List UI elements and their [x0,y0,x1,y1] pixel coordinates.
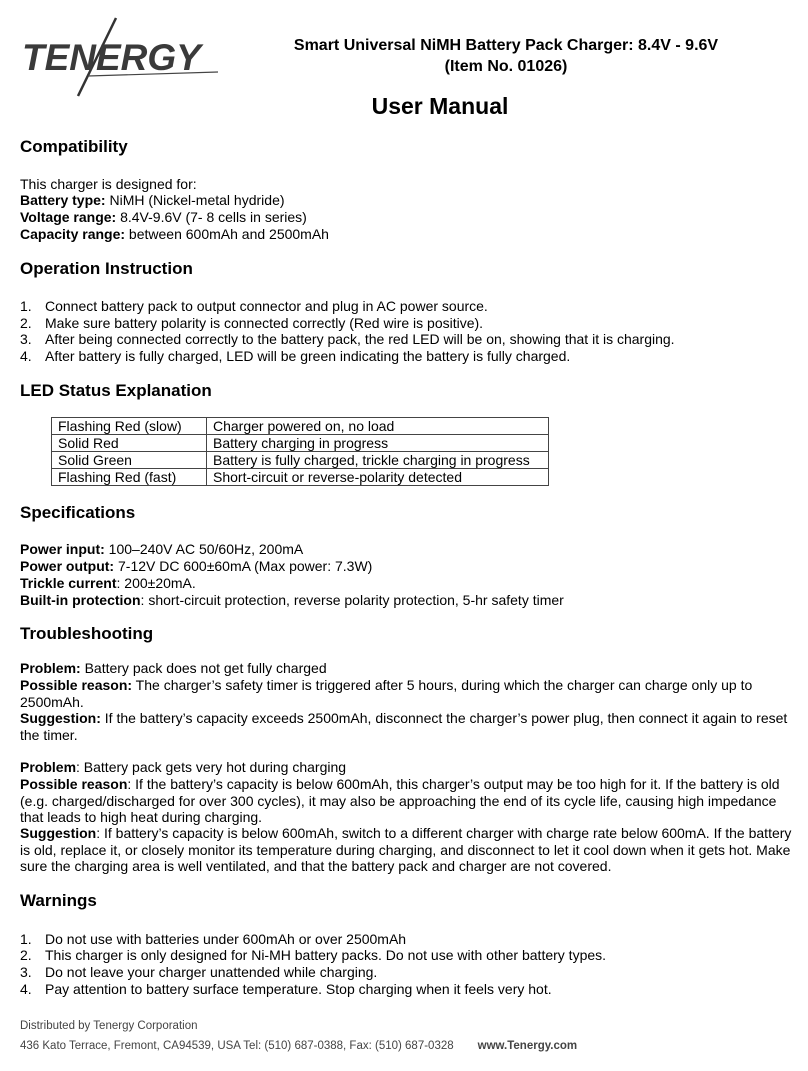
warning-item: 4. Pay attention to battery surface temperature. Stop charging when it feels very hot. [20,981,552,997]
led-meaning-cell: Battery is fully charged, trickle charging in progress [207,452,549,469]
suggestion-2: Suggestion: If battery’s capacity is below 600mAh, switch to a different charger with charge rate below 600mA. If the battery is old, replace it, or closely monitor its temperature during charging, and disconnect to let it cool down when it gets hot. Make sure the charging area is well ventilated, and that the battery pack and charger are not covered. [20,825,792,874]
power-input-line: Power input: 100–240V AC 50/60Hz, 200mA [20,541,304,557]
website-link[interactable]: www.Tenergy.com [477,1040,578,1052]
compatibility-intro: This charger is designed for: [20,176,197,192]
logo-text: TENERGY [22,37,201,78]
operation-step: 3. After being connected correctly to the battery pack, the red LED will be on, showing that it is charging. [20,331,675,347]
compatibility-heading: Compatibility [20,137,128,156]
voltage-range-line: Voltage range: 8.4V-9.6V (7- 8 cells in series) [20,209,307,225]
led-meaning-cell: Charger powered on, no load [207,418,549,435]
page-title: User Manual [371,93,509,119]
warnings-heading: Warnings [20,891,97,910]
problem-1: Problem: Battery pack does not get fully charged [20,660,327,676]
table-row [52,469,549,486]
table-row [52,435,549,452]
warning-item: 1. Do not use with batteries under 600mAh or over 2500mAh [20,931,407,947]
warning-item: 3. Do not leave your charger unattended while charging. [20,964,378,980]
operation-step: 1. Connect battery pack to output connector and plug in AC power source. [20,298,488,314]
header-title-line2: (Item No. 01026) [444,58,568,75]
operation-step: 2. Make sure battery polarity is connected correctly (Red wire is positive). [20,315,484,331]
led-heading: LED Status Explanation [20,381,212,400]
battery-type-line: Battery type: NiMH (Nickel-metal hydride) [20,192,285,208]
led-status-table [51,417,549,486]
specifications-heading: Specifications [20,503,136,522]
led-status-cell: Flashing Red (fast) [52,469,207,486]
capacity-range-line: Capacity range: between 600mAh and 2500mAh [20,226,329,242]
possible-reason-1: Possible reason: The charger’s safety timer is triggered after 5 hours, during which the charger can charge only up to 2500mAh. [20,677,753,710]
tenergy-logo [18,16,218,98]
led-meaning-cell: Short-circuit or reverse-polarity detected [207,469,549,486]
possible-reason-2: Possible reason: If the battery’s capacity is below 600mAh, this charger’s output may be too high for it. If the battery is old (e.g. charged/discharged for over 300 cycles), it may also be approaching the end of its cycle life, causing high impedance that leads to high heat during charging. [20,776,780,825]
protection-line: Built-in protection: short-circuit protection, reverse polarity protection, 5-hr safety timer [20,592,564,608]
problem-2: Problem: Battery pack gets very hot during charging [20,759,347,775]
led-status-cell: Solid Green [52,452,207,469]
footer-address: 436 Kato Terrace, Fremont, CA94539, USA Tel: (510) 687-0388, Fax: (510) 687-0328 www.Tenergy.com [20,1040,578,1052]
footer-distributor: Distributed by Tenergy Corporation [20,1020,198,1032]
led-status-cell: Flashing Red (slow) [52,418,207,435]
led-meaning-cell: Battery charging in progress [207,435,549,452]
suggestion-1: Suggestion: If the battery’s capacity exceeds 2500mAh, disconnect the charger’s power plug, then connect it again to reset the timer. [20,710,788,743]
operation-step: 4. After battery is fully charged, LED will be green indicating the battery is fully charged. [20,348,571,364]
operation-heading: Operation Instruction [20,259,193,278]
trickle-current-line: Trickle current: 200±20mA. [20,575,196,591]
table-row [52,452,549,469]
power-output-line: Power output: 7-12V DC 600±60mA (Max power: 7.3W) [20,558,373,574]
table-row [52,418,549,435]
troubleshooting-heading: Troubleshooting [20,624,154,643]
header-title-line1: Smart Universal NiMH Battery Pack Charger: 8.4V - 9.6V [293,37,719,54]
warning-item: 2. This charger is only designed for Ni-MH battery packs. Do not use with other battery types. [20,947,607,963]
led-status-cell: Solid Red [52,435,207,452]
